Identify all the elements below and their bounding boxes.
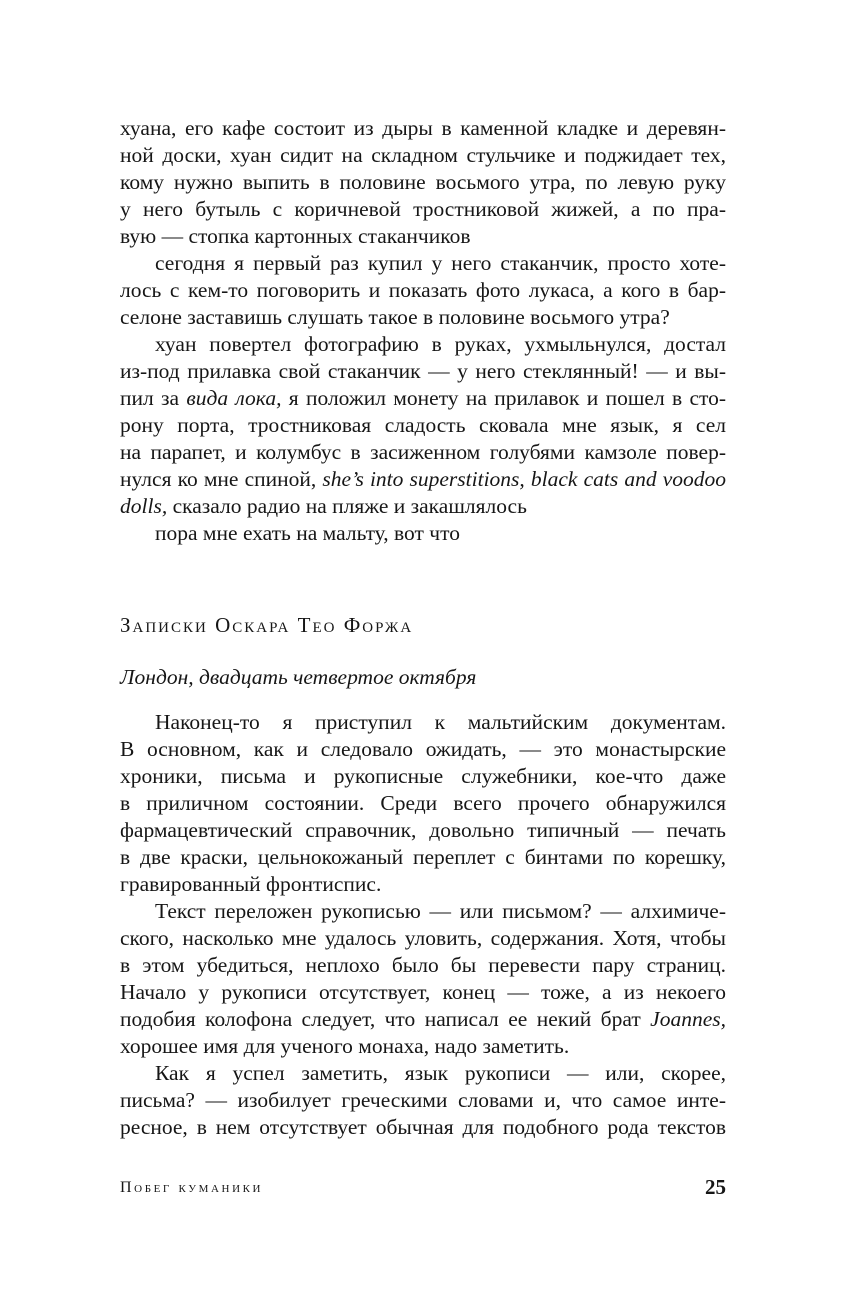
- text-line: [120, 493, 726, 520]
- text-line: ского, насколько мне удалось уловить, содержания. Хотя, чтобы: [120, 926, 726, 950]
- text-line: В основном, как и следовало ожидать, — это монастырские: [120, 737, 726, 761]
- text-line: в две краски, цельнокожаный переплет с бинтами по корешку,: [120, 845, 726, 869]
- running-footer-title: Побег куманики: [120, 1179, 264, 1196]
- page-number: 25: [705, 1175, 726, 1199]
- text-line: Наконец-то я приступил к мальтийским документам.: [155, 710, 726, 734]
- text-line: у него бутыль с коричневой тростниковой жижей, а по пра-: [120, 197, 726, 221]
- text-segment: подобия колофона следует, что написал ее некий брат: [120, 1007, 651, 1031]
- text-line: сегодня я первый раз купил у него стаканчик, просто хоте-: [155, 251, 726, 275]
- text-line: хуан повертел фотографию в руках, ухмыльнулся, достал: [155, 332, 726, 356]
- text-segment: сказало радио на пляже и закашлялось: [167, 494, 527, 518]
- text-line: [120, 1006, 726, 1033]
- text-line: вую — стопка картонных стаканчиков: [120, 224, 471, 248]
- text-line: [120, 466, 726, 493]
- text-segment: я положил монету на прилавок и пошел в сто-: [281, 386, 727, 410]
- text-line: в этом убедиться, неплохо было бы перевести пару страниц.: [120, 953, 726, 977]
- text-line: гравированный фронтиспис.: [120, 872, 382, 896]
- text-line: Текст переложен рукописью — или письмом? — алхимиче-: [155, 899, 726, 923]
- text-segment: нулся ко мне спиной,: [120, 467, 323, 491]
- text-line: хорошее имя для ученого монаха, надо заметить.: [120, 1034, 570, 1058]
- text-segment: пил за: [120, 386, 187, 410]
- italic-segment: she’s into superstitions, black cats and voodoo: [322, 467, 726, 491]
- text-line: хуана, его кафе состоит из дыры в каменной кладке и деревян-: [120, 116, 726, 140]
- text-line: хроники, письма и рукописные служебники, кое-что даже: [120, 764, 726, 788]
- text-line: Как я успел заметить, язык рукописи — или, скорее,: [155, 1061, 726, 1085]
- text-line: ной доски, хуан сидит на складном стульчике и поджидает тех,: [120, 143, 726, 167]
- text-line: ресное, в нем отсутствует обычная для подобного рода текстов: [120, 1115, 726, 1139]
- text-line: в приличном состоянии. Среди всего прочего обнаружился: [120, 791, 726, 815]
- text-line: кому нужно выпить в половине восьмого утра, по левую руку: [120, 170, 726, 194]
- text-line: фармацевтический справочник, довольно типичный — печать: [120, 818, 726, 842]
- text-line: [120, 385, 726, 412]
- text-line: Начало у рукописи отсутствует, конец — тоже, а из некоего: [120, 980, 726, 1004]
- text-line: на парапет, и колумбус в засиженном голубями камзоле повер-: [120, 440, 726, 464]
- italic-segment: Joannes,: [650, 1007, 726, 1031]
- text-line: пора мне ехать на мальту, вот что: [155, 521, 460, 545]
- text-line: лось с кем-то поговорить и показать фото лукаса, а кого в бар-: [120, 278, 726, 302]
- dateline: Лондон, двадцать четвертое октября: [120, 665, 477, 689]
- text-line: селоне заставишь слушать такое в половине восьмого утра?: [120, 305, 670, 329]
- text-line: из-под прилавка свой стаканчик — у него стеклянный! — и вы-: [120, 359, 726, 383]
- italic-segment: вида лока,: [186, 386, 282, 410]
- text-line: письма? — изобилует греческими словами и, что самое инте-: [120, 1088, 726, 1112]
- italic-segment: dolls,: [120, 494, 168, 518]
- text-line: рону порта, тростниковая сладость сковала мне язык, я сел: [120, 413, 726, 437]
- section-heading: Записки Оскара Тео Форжа: [120, 613, 414, 637]
